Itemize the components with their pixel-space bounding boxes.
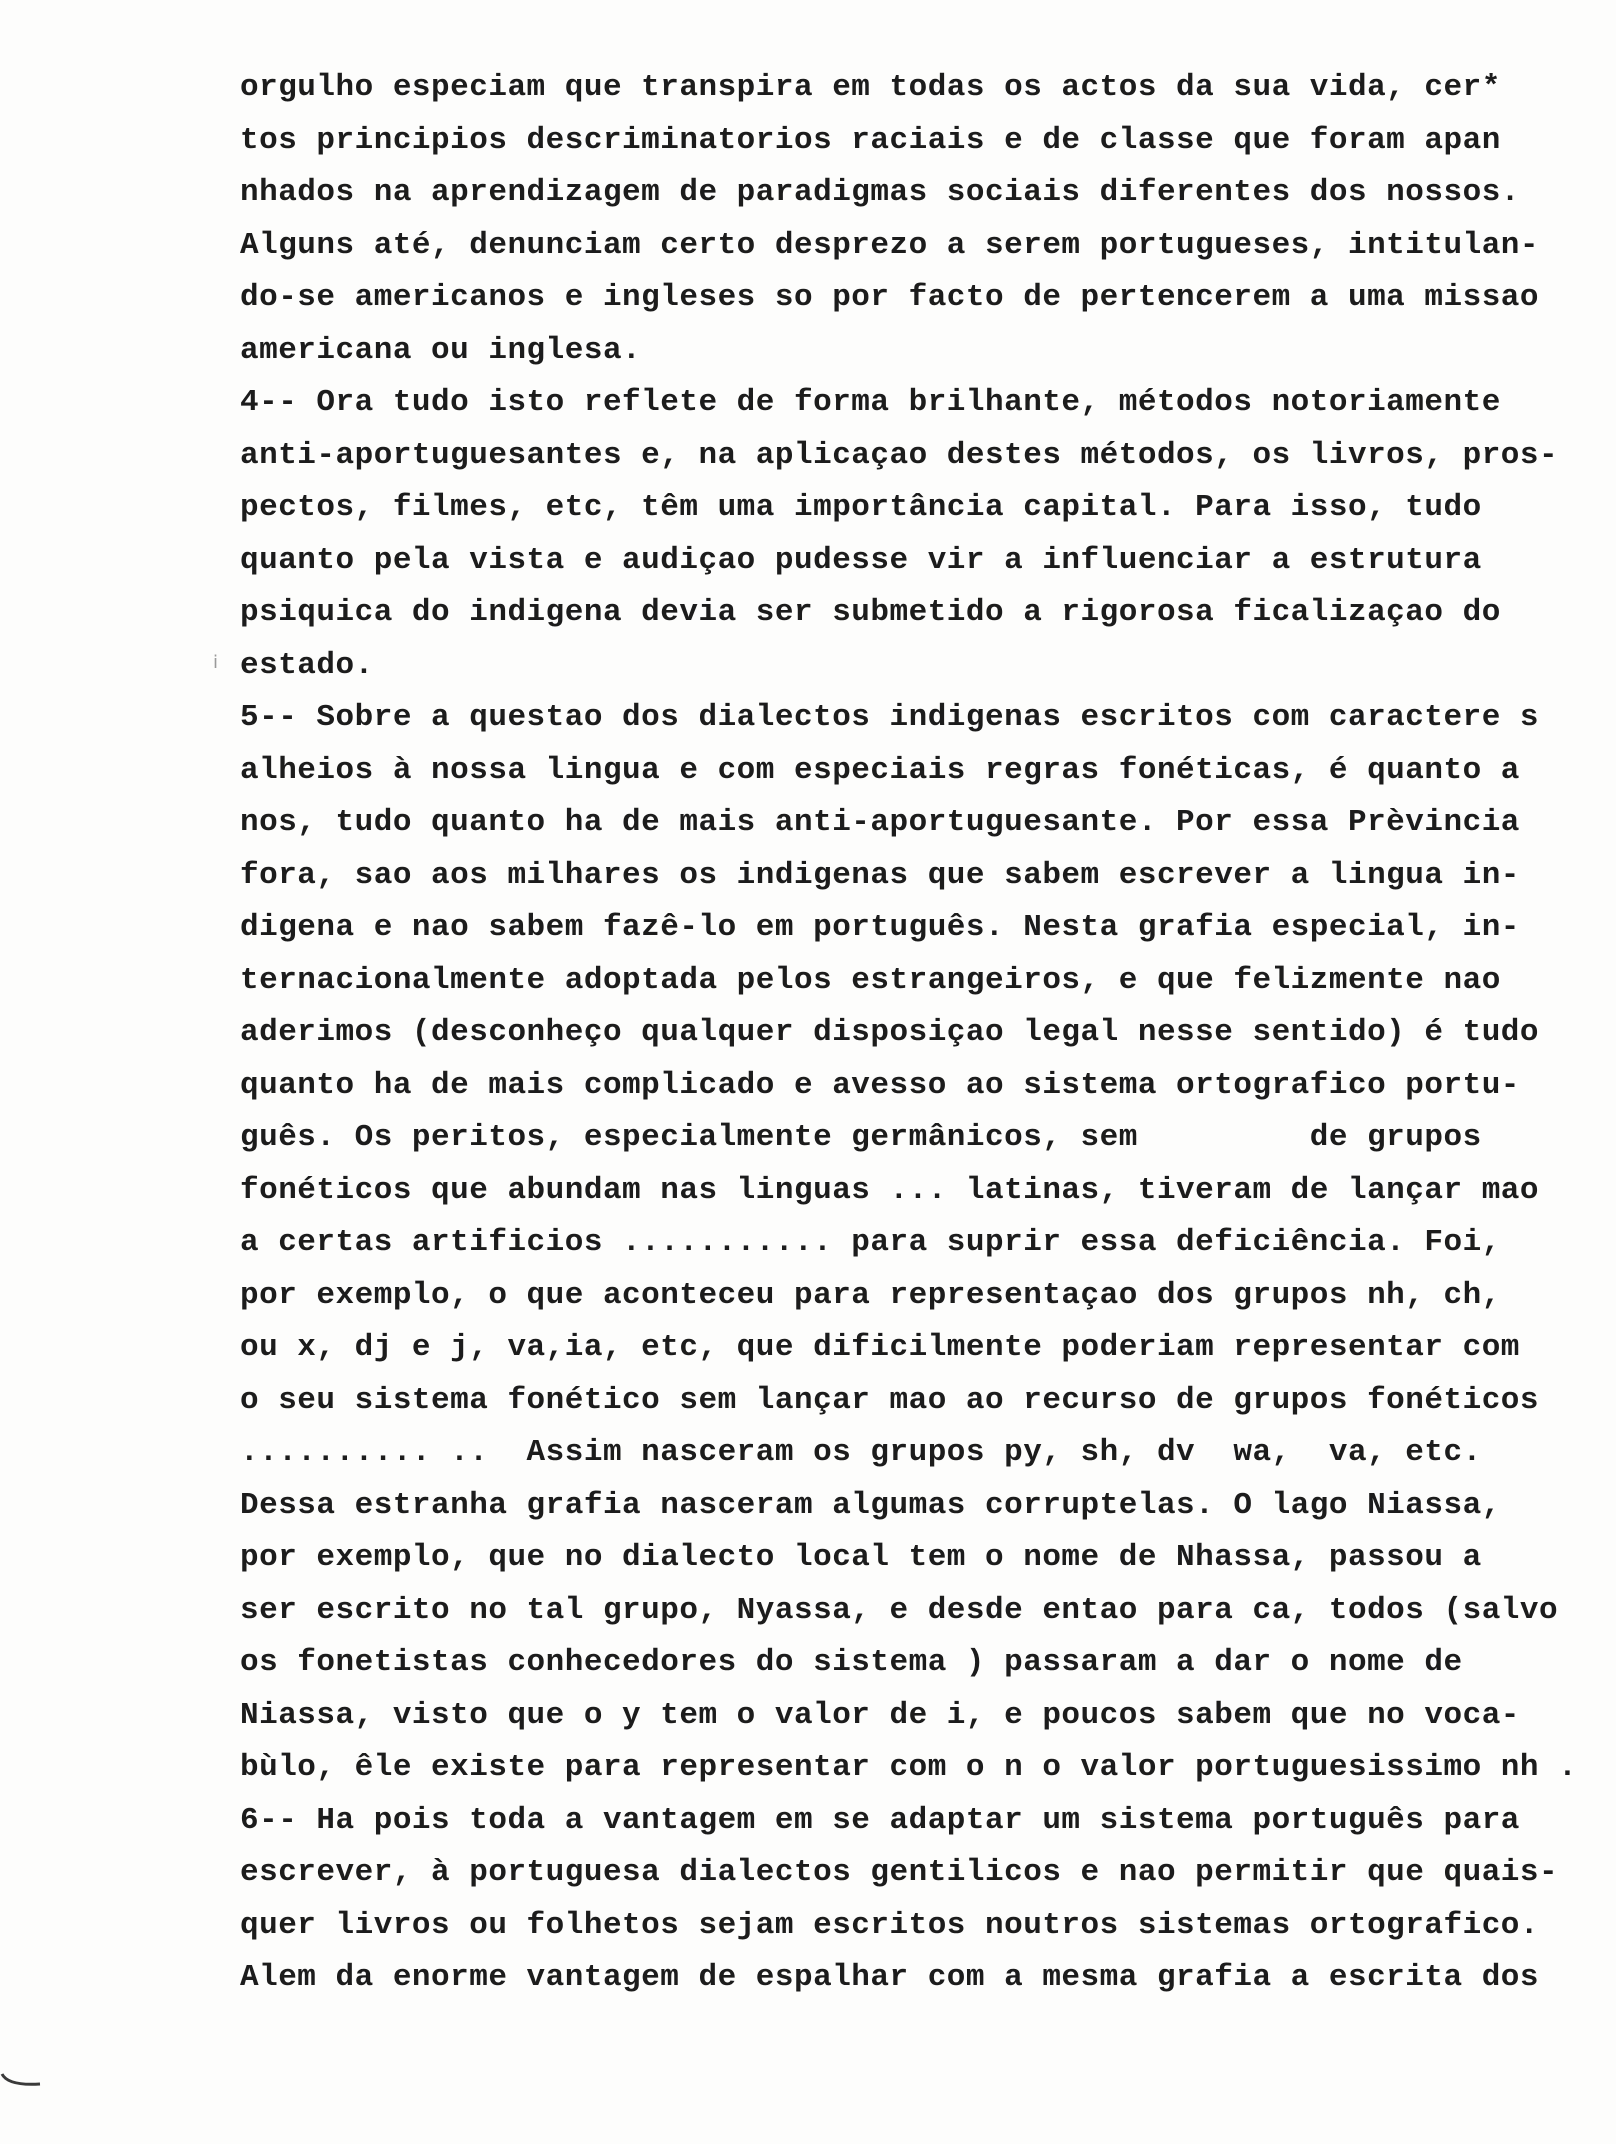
text-line: 4-- Ora tudo isto reflete de forma brilhante, métodos notoriamente bbox=[240, 385, 1501, 420]
text-line: guês. Os peritos, especialmente germânicos, sem de grupos bbox=[240, 1120, 1482, 1155]
text-line: .......... .. Assim nasceram os grupos py, sh, dv wa, va, etc. bbox=[240, 1435, 1482, 1470]
text-line: o seu sistema fonético sem lançar mao ao recurso de grupos fonéticos bbox=[240, 1382, 1540, 1418]
typewritten-text bbox=[240, 62, 1580, 2005]
text-line: orgulho especiam que transpira em todas os actos da sua vida, cer* bbox=[240, 70, 1501, 105]
text-line: do-se americanos e ingleses so por facto de pertencerem a uma missao bbox=[240, 280, 1540, 315]
text-line: psiquica do indigena devia ser submetido a rigorosa ficalizaçao do bbox=[240, 595, 1501, 630]
corner-scan-mark bbox=[0, 2070, 44, 2090]
text-line: a certas artificios ........... para suprir essa deficiência. Foi, bbox=[240, 1225, 1501, 1260]
text-line: aderimos (desconheço qualquer disposiçao legal nesse sentido) é tudo bbox=[240, 1015, 1540, 1050]
text-line: fonéticos que abundam nas linguas ... latinas, tiveram de lançar mao bbox=[240, 1172, 1540, 1208]
text-line: quanto pela vista e audiçao pudesse vir a influenciar a estrutura bbox=[240, 542, 1482, 578]
text-line: 5-- Sobre a questao dos dialectos indigenas escritos com caractere s bbox=[240, 700, 1540, 735]
text-line: americana ou inglesa. bbox=[240, 332, 642, 368]
text-line: escrever, à portuguesa dialectos gentilicos e nao permitir que quais- bbox=[240, 1855, 1559, 1890]
margin-mark: ⅰ bbox=[213, 652, 219, 673]
text-line: Alem da enorme vantagem de espalhar com a mesma grafia a escrita dos bbox=[240, 1960, 1540, 1995]
text-line: fora, sao aos milhares os indigenas que sabem escrever a lingua in- bbox=[240, 857, 1520, 893]
text-line: Dessa estranha grafia nasceram algumas corruptelas. O lago Niassa, bbox=[240, 1487, 1501, 1523]
text-line: Niassa, visto que o y tem o valor de i, e poucos sabem que no voca- bbox=[240, 1697, 1520, 1733]
text-line: Alguns até, denunciam certo desprezo a serem portugueses, intitulan- bbox=[240, 227, 1540, 263]
text-line: tos principios descriminatorios raciais e de classe que foram apan bbox=[240, 122, 1501, 158]
text-line: ternacionalmente adoptada pelos estrangeiros, e que felizmente nao bbox=[240, 962, 1501, 998]
text-line: quer livros ou folhetos sejam escritos noutros sistemas ortografico. bbox=[240, 1907, 1540, 1943]
text-line: anti-aportuguesantes e, na aplicaçao destes métodos, os livros, pros- bbox=[240, 437, 1559, 473]
text-line: quanto ha de mais complicado e avesso ao sistema ortografico portu- bbox=[240, 1067, 1520, 1103]
text-line: por exemplo, o que aconteceu para representaçao dos grupos nh, ch, bbox=[240, 1277, 1501, 1313]
text-line: por exemplo, que no dialecto local tem o nome de Nhassa, passou a bbox=[240, 1540, 1482, 1575]
text-line: os fonetistas conhecedores do sistema ) passaram a dar o nome de bbox=[240, 1645, 1463, 1680]
text-line: pectos, filmes, etc, têm uma importância capital. Para isso, tudo bbox=[240, 490, 1482, 525]
text-line: bùlo, êle existe para representar com o n o valor portuguesissimo nh . bbox=[240, 1750, 1578, 1785]
text-line: estado. bbox=[240, 647, 374, 683]
text-line: 6-- Ha pois toda a vantagem em se adaptar um sistema português para bbox=[240, 1802, 1520, 1838]
text-line: nhados na aprendizagem de paradigmas sociais diferentes dos nossos. bbox=[240, 175, 1520, 210]
text-line: ser escrito no tal grupo, Nyassa, e desde entao para ca, todos (salvo bbox=[240, 1592, 1559, 1628]
text-line: nos, tudo quanto ha de mais anti-aportuguesante. Por essa Prèvincia bbox=[240, 805, 1520, 840]
text-line: digena e nao sabem fazê-lo em português. Nesta grafia especial, in- bbox=[240, 910, 1520, 945]
text-line: ou x, dj e j, va,ia, etc, que dificilmente poderiam representar com bbox=[240, 1330, 1520, 1365]
text-line: alheios à nossa lingua e com especiais regras fonéticas, é quanto a bbox=[240, 752, 1520, 788]
